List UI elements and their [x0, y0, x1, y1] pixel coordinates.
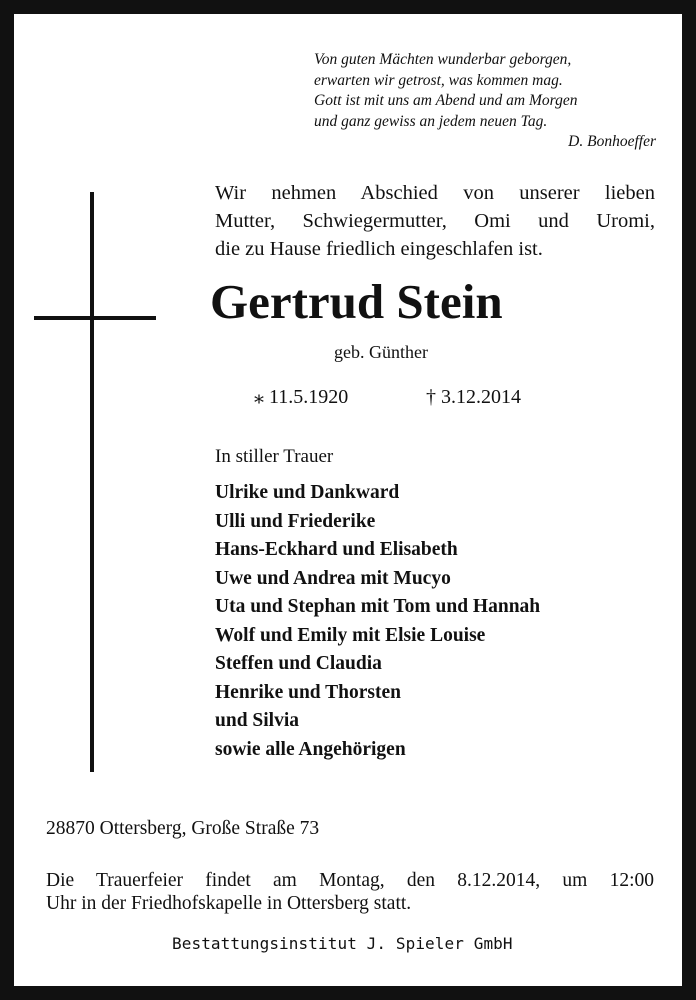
service-line: Uhr in der Friedhofskapelle in Ottersberg statt.	[46, 893, 412, 914]
service-line: Die Trauerfeier findet am Montag, den 8.12.2014, um 12:00	[46, 870, 654, 891]
farewell-line: Wir nehmen Abschied von unserer lieben	[215, 182, 655, 204]
farewell-line: Mutter, Schwiegermutter, Omi und Uromi,	[215, 210, 655, 232]
obituary-notice	[14, 14, 682, 986]
list-item: Uta und Stephan mit Tom und Hannah	[215, 596, 541, 617]
bonhoeffer-quote	[314, 50, 656, 153]
quote-line: Von guten Mächten wunderbar geborgen,	[314, 51, 572, 68]
quote-line: erwarten wir getrost, was kommen mag.	[314, 71, 563, 89]
quote-line: Gott ist mit uns am Abend und am Morgen	[314, 92, 578, 109]
undertaker-name: Bestattungsinstitut J. Spieler GmbH	[172, 934, 513, 953]
list-item: Steffen und Claudia	[215, 653, 382, 674]
list-item: Ulrike und Dankward	[215, 482, 400, 503]
mourners-list	[215, 479, 540, 764]
farewell-text	[215, 179, 655, 263]
quote-line: und ganz gewiss an jedem neuen Tag.	[314, 112, 548, 130]
list-item: und Silvia	[215, 710, 300, 731]
address: 28870 Ottersberg, Große Straße 73	[46, 818, 320, 839]
cross-icon-vertical-bar	[90, 192, 94, 772]
list-item: Ulli und Friederike	[215, 510, 376, 532]
list-item: Henrike und Thorsten	[215, 681, 402, 703]
list-item: Hans-Eckhard und Elisabeth	[215, 539, 458, 560]
birth-date: ⁎ 11.5.1920	[254, 386, 349, 408]
list-item: sowie alle Angehörigen	[215, 738, 406, 760]
mourning-heading: In stiller Trauer	[215, 446, 334, 467]
maiden-name: geb. Günther	[334, 342, 428, 362]
farewell-line: die zu Hause friedlich eingeschlafen ist.	[215, 238, 543, 260]
list-item: Wolf und Emily mit Elsie Louise	[215, 624, 486, 646]
quote-author: D. Bonhoeffer	[568, 133, 656, 150]
funeral-service-info	[46, 869, 654, 915]
cross-icon-horizontal-bar	[34, 316, 156, 320]
list-item: Uwe und Andrea mit Mucyo	[215, 567, 451, 589]
death-date: † 3.12.2014	[426, 386, 521, 408]
deceased-name: Gertrud Stein	[210, 274, 503, 329]
